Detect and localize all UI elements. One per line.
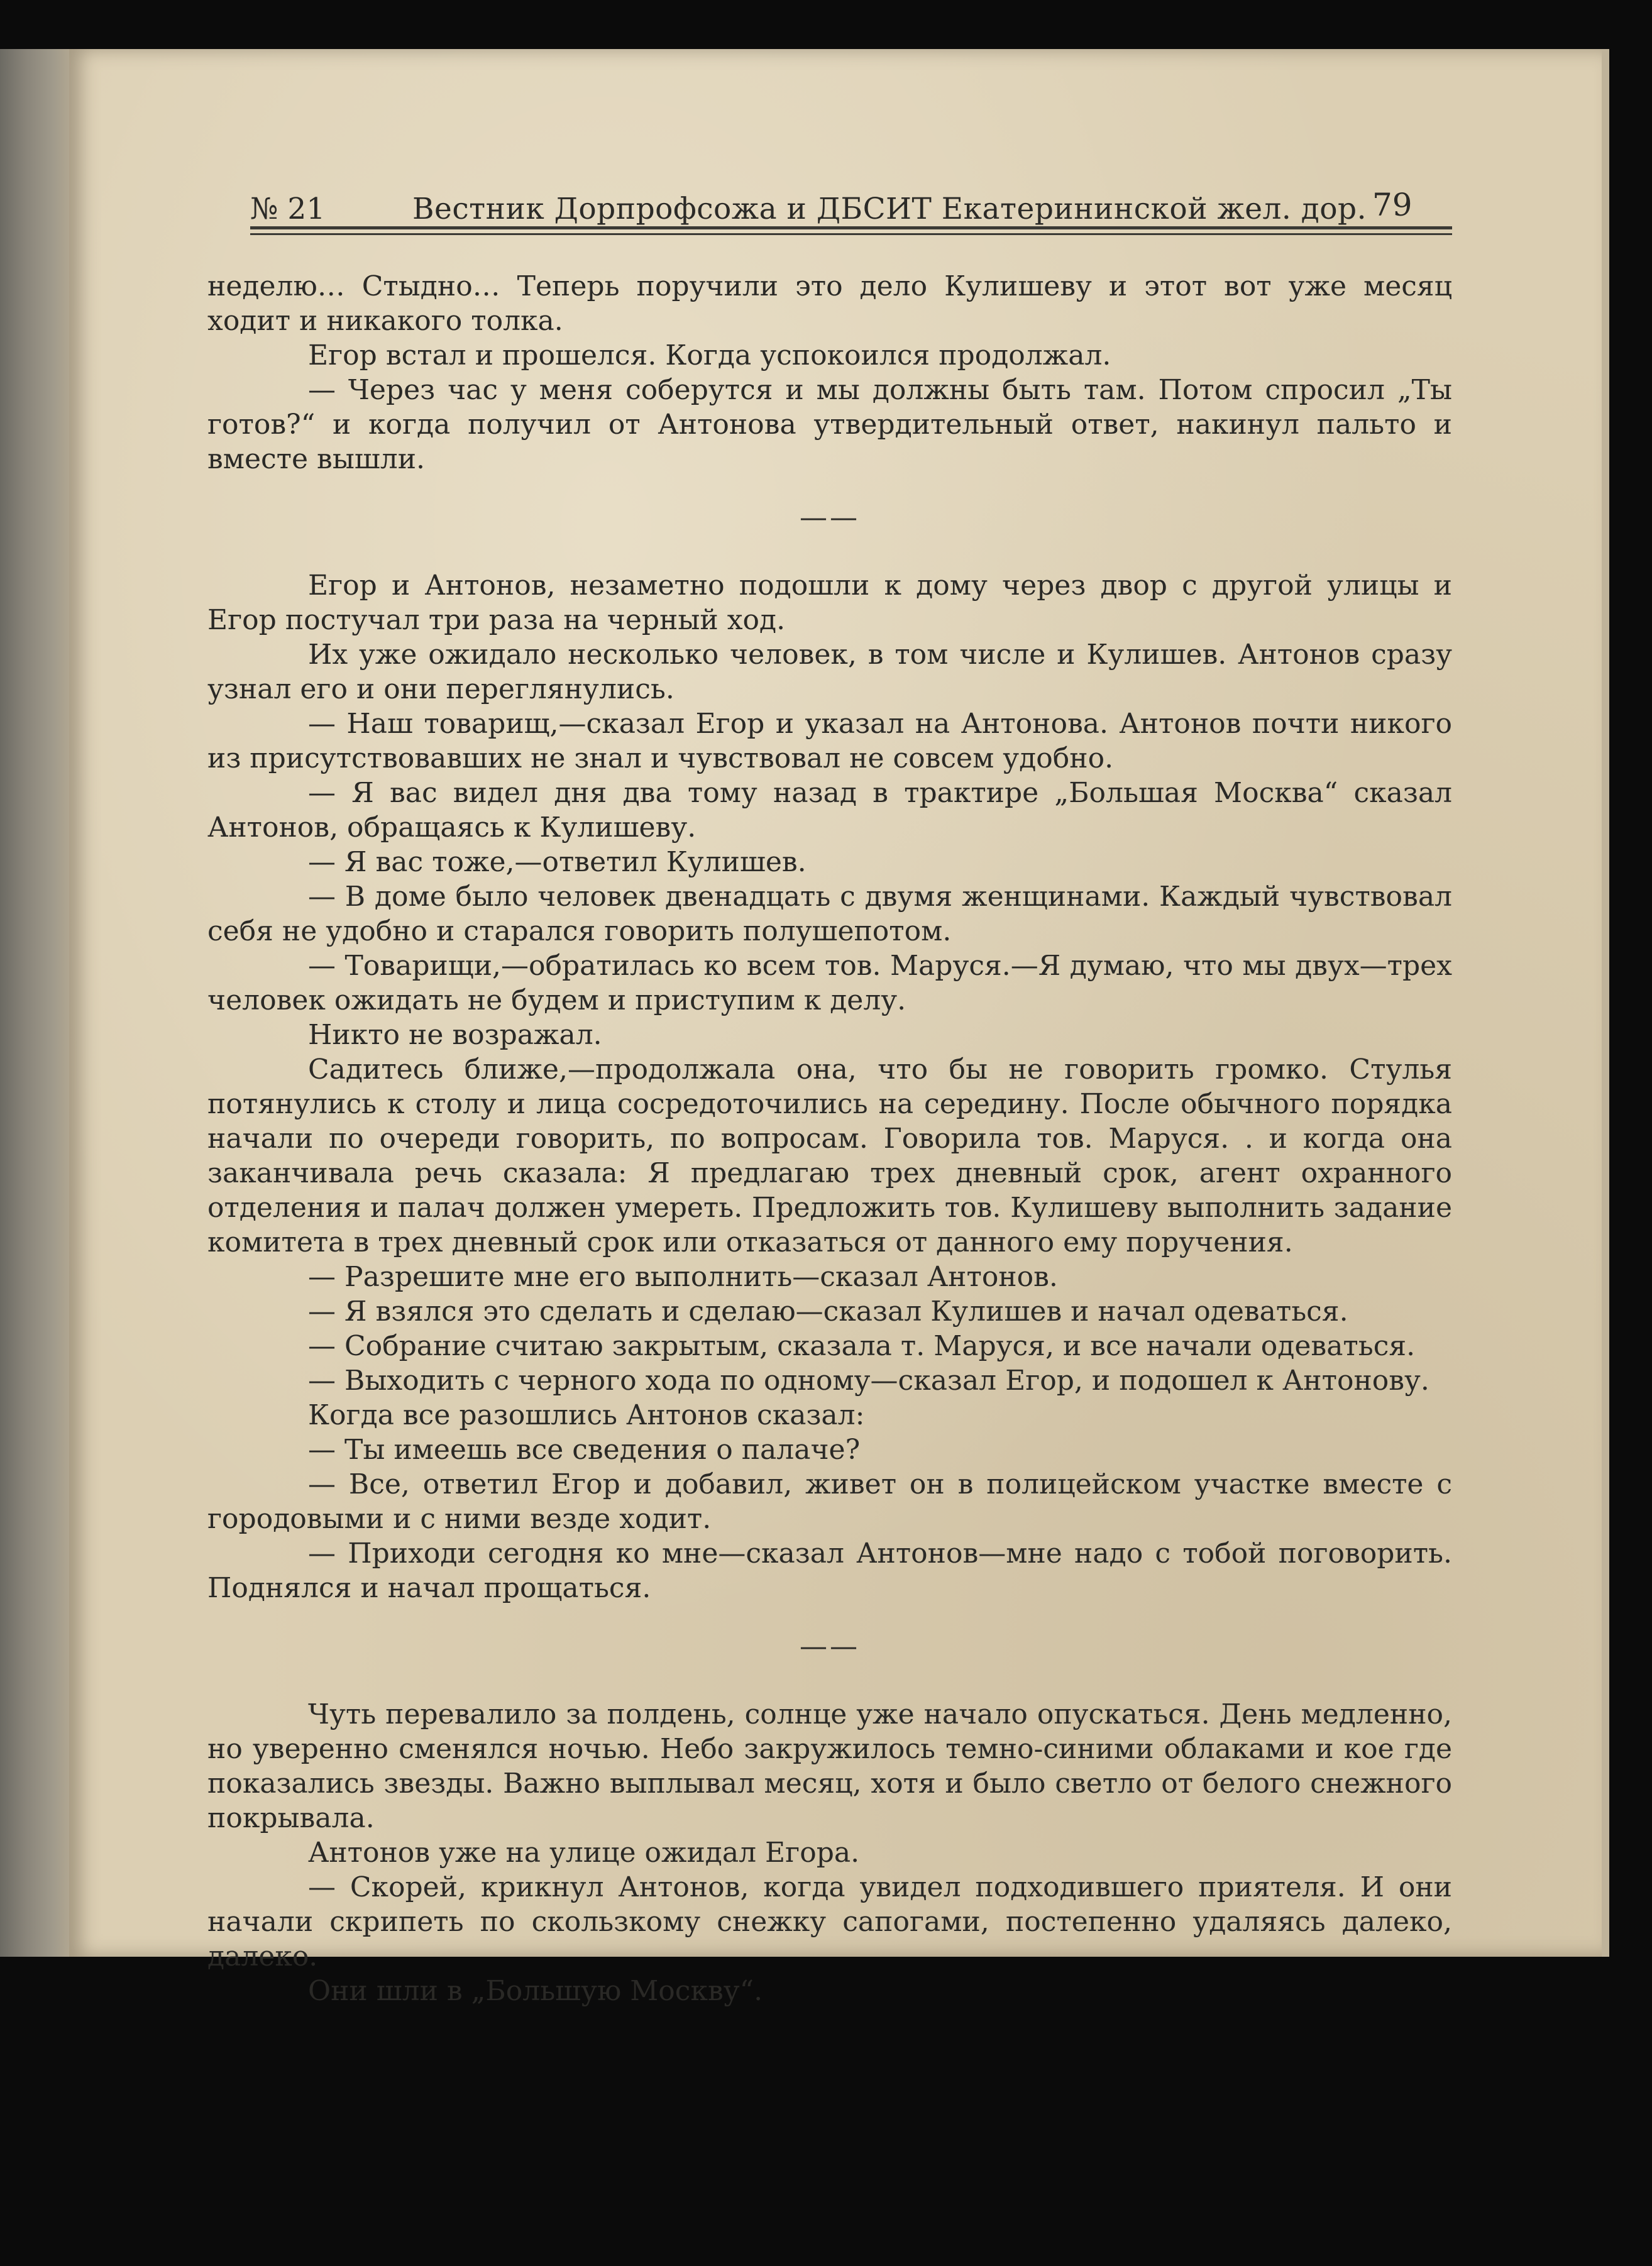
paragraph: — Скорей, крикнул Антонов, когда увидел подходившего приятеля. И они начали скрипеть по скользкому снежку сапогами, постепенно удаляясь далеко, далеко. [207, 1871, 1452, 1972]
paragraph: — Я вас видел дня два тому назад в трактире „Большая Москва“ сказал Антонов, обращаясь к Кулишеву. [207, 777, 1452, 844]
page-number: 79 [1372, 187, 1412, 223]
paragraph: — Наш товарищ,—сказал Егор и указал на Антонова. Антонов почти никого из присутствовавших не знал и чувствовал не совсем удобно. [207, 708, 1452, 774]
running-header [250, 179, 1452, 226]
section-separator: —— [800, 1631, 860, 1663]
paragraph: — Товарищи,—обратилась ко всем тов. Маруся.—Я думаю, что мы двух—трех человек ожидать не будем и приступим к делу. [207, 950, 1452, 1016]
paragraph: — Разрешите мне его выполнить—сказал Антонов. [308, 1261, 1058, 1293]
paragraph: Антонов уже на улице ожидал Егора. [308, 1837, 860, 1869]
header-rule-thin [250, 233, 1452, 235]
paragraph: — Собрание считаю закрытым, сказала т. Маруся, и все начали одеваться. [308, 1330, 1416, 1362]
header-rule-thick [250, 226, 1452, 229]
page-edge [1602, 49, 1609, 1957]
paragraph: Они шли в „Большую Москву“. [308, 1975, 763, 2007]
section-separator: —— [800, 502, 860, 534]
book-spine-shadow [0, 49, 75, 1957]
paragraph: Садитесь ближе,—продолжала она, что бы не говорить громко. Стулья потянулись к столу и лица сосредоточились на середину. После обычного порядка начали по очереди говорить, по вопросам. Говорила тов. Маруся. . и когда она заканчивала речь сказала: Я предлагаю трех дневный срок, агент охранного отделения и палач должен умереть. Предложить тов. Кулишеву выполнить задание комитета в трех дневный срок или отказаться от данного ему поручения. [207, 1053, 1452, 1258]
paragraph: — Через час у меня соберутся и мы должны быть там. Потом спросил „Ты готов?“ и когда получил от Антонова утвердительный ответ, накинул пальто и вместе вышли. [207, 374, 1452, 475]
paragraph: Егор и Антонов, незаметно подошли к дому через двор с другой улицы и Егор постучал три раза на черный ход. [207, 569, 1452, 636]
paragraph: неделю… Стыдно… Теперь поручили это дело Кулишеву и этот вот уже месяц ходит и никакого толка. [207, 270, 1452, 337]
body-text [207, 269, 1452, 2008]
paragraph: — Выходить с черного хода по одному—сказал Егор, и подошел к Антонову. [308, 1365, 1429, 1397]
paragraph: Их уже ожидало несколько человек, в том числе и Кулишев. Антонов сразу узнал его и они переглянулись. [207, 639, 1452, 705]
paragraph: — Я вас тоже,—ответил Кулишев. [308, 846, 807, 878]
paragraph: — В доме было человек двенадцать с двумя женщинами. Каждый чувствовал себя не удобно и старался говорить полушепотом. [207, 881, 1452, 947]
paragraph: — Приходи сегодня ко мне—сказал Антонов—мне надо с тобой поговорить. Поднялся и начал прощаться. [207, 1537, 1452, 1604]
journal-title: Вестник Дорпрофсожа и ДБСИТ Екатерининской жел. дор. [412, 192, 1367, 226]
paragraph: Никто не возражал. [308, 1019, 602, 1051]
paragraph: Чуть перевалило за полдень, солнце уже начало опускаться. День медленно, но уверенно сменялся ночью. Небо закружилось темно-синими облаками и кое где показались звезды. Важно выплывал месяц, хотя и было светло от белого снежного покрывала. [207, 1698, 1452, 1834]
issue-number: № 21 [250, 192, 326, 226]
paragraph: — Все, ответил Егор и добавил, живет он в полицейском участке вместе с городовыми и с ними везде ходит. [207, 1468, 1452, 1535]
paragraph: Когда все разошлись Антонов сказал: [308, 1399, 865, 1431]
paragraph: Егор встал и прошелся. Когда успокоился продолжал. [308, 339, 1111, 371]
paragraph: — Я взялся это сделать и сделаю—сказал Кулишев и начал одеваться. [308, 1295, 1348, 1328]
paragraph: — Ты имеешь все сведения о палаче? [308, 1434, 861, 1466]
